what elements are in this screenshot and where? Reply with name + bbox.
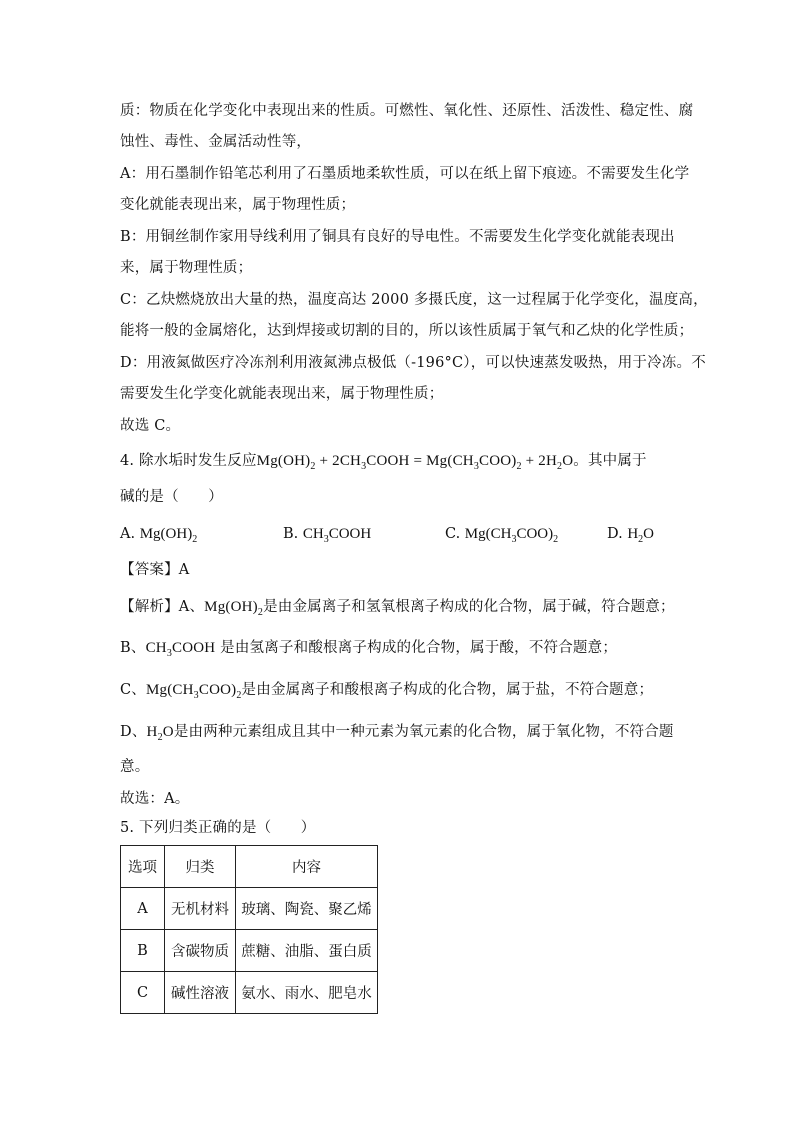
- question-4-stem: [120, 451, 647, 471]
- option-a: A. $Mg(OH)_2$: [120, 526, 198, 545]
- table-row: [121, 972, 378, 1014]
- conclusion-line: 故选 C。: [120, 418, 181, 434]
- analysis-a-line: 变化就能表现出来，属于物理性质；: [120, 197, 356, 213]
- option-c: C. $Mg(CH_3COO)_2$: [445, 526, 559, 545]
- table-cell: C: [121, 972, 165, 1014]
- table-cell: 玻璃、陶瓷、聚乙烯: [236, 888, 378, 930]
- table-cell: B: [121, 930, 165, 972]
- question-4-prefix: 4. 除水垢时发生反应: [120, 453, 257, 469]
- table-cell: 含碳物质: [165, 930, 236, 972]
- paragraph-line: 蚀性、毒性、金属活动性等，: [120, 134, 312, 150]
- analysis-c-line: 能将一般的金属熔化，达到焊接或切割的目的，所以该性质属于氧气和乙炔的化学性质；: [120, 323, 694, 339]
- classification-table: [120, 845, 378, 1014]
- table-row: [121, 930, 378, 972]
- conclusion-line: 故选：A。: [120, 791, 190, 807]
- table-cell: 碱性溶液: [165, 972, 236, 1014]
- option-b: B. $CH_3COOH$: [283, 526, 372, 545]
- reaction-equation: $Mg(OH)_2$ + $2CH_3COOH = Mg(CH_3COO)_2 + 2H_2O$: [256, 453, 574, 472]
- question-5-stem: 5. 下列归类正确的是（ ）: [120, 820, 316, 836]
- analysis-b-line: B：用铜丝制作家用导线利用了铜具有良好的导电性。不需要发生化学变化就能表现出: [120, 229, 675, 245]
- question-4-suffix: 。其中属于: [573, 453, 647, 469]
- table-header-cell: 内容: [236, 846, 378, 888]
- table-cell: A: [121, 888, 165, 930]
- option-d: D. $H_2O$: [607, 526, 655, 545]
- explain-b-line: B、$CH_3COOH$ 是由氢离子和酸根离子构成的化合物，属于酸，不符合题意；: [120, 640, 618, 659]
- paragraph-line: 质：物质在化学变化中表现出来的性质。可燃性、氧化性、还原性、活泼性、稳定性、腐: [120, 103, 694, 119]
- analysis-d-line: 需要发生化学变化就能表现出来，属于物理性质；: [120, 386, 444, 402]
- table-row: [121, 888, 378, 930]
- table-cell: 无机材料: [165, 888, 236, 930]
- table-cell: 氨水、雨水、肥皂水: [236, 972, 378, 1014]
- explain-a-line: 【解析】A、$Mg(OH)_2$是由金属离子和氢氧根离子构成的化合物，属于碱，符合题意；: [120, 599, 675, 618]
- explain-d-line2: 意。: [120, 759, 150, 775]
- analysis-d-line: D：用液氮做医疗冷冻剂利用液氮沸点极低（-196°C），可以快速蒸发吸热，用于冷冻。不: [120, 355, 706, 371]
- explain-d-line: D、$H_2O$是由两种元素组成且其中一种元素为氧元素的化合物，属于氧化物，不符合题: [120, 724, 674, 743]
- table-header-row: [121, 846, 378, 888]
- analysis-c-line: C：乙炔燃烧放出大量的热，温度高达 2000 多摄氏度，这一过程属于化学变化，温度高，: [120, 292, 708, 308]
- analysis-b-line: 来，属于物理性质；: [120, 260, 253, 276]
- question-4-stem-line2: 碱的是（ ）: [120, 489, 223, 505]
- answer-line: 【答案】A: [120, 562, 190, 578]
- analysis-a-line: A：用石墨制作铅笔芯利用了石墨质地柔软性质，可以在纸上留下痕迹。不需要发生化学: [120, 166, 690, 182]
- table-header-cell: 归类: [165, 846, 236, 888]
- table-header-cell: 选项: [121, 846, 165, 888]
- table-cell: 蔗糖、油脂、蛋白质: [236, 930, 378, 972]
- explain-c-line: C、$Mg(CH_3COO)_2$是由金属离子和酸根离子构成的化合物，属于盐，不符合题意；: [120, 682, 654, 701]
